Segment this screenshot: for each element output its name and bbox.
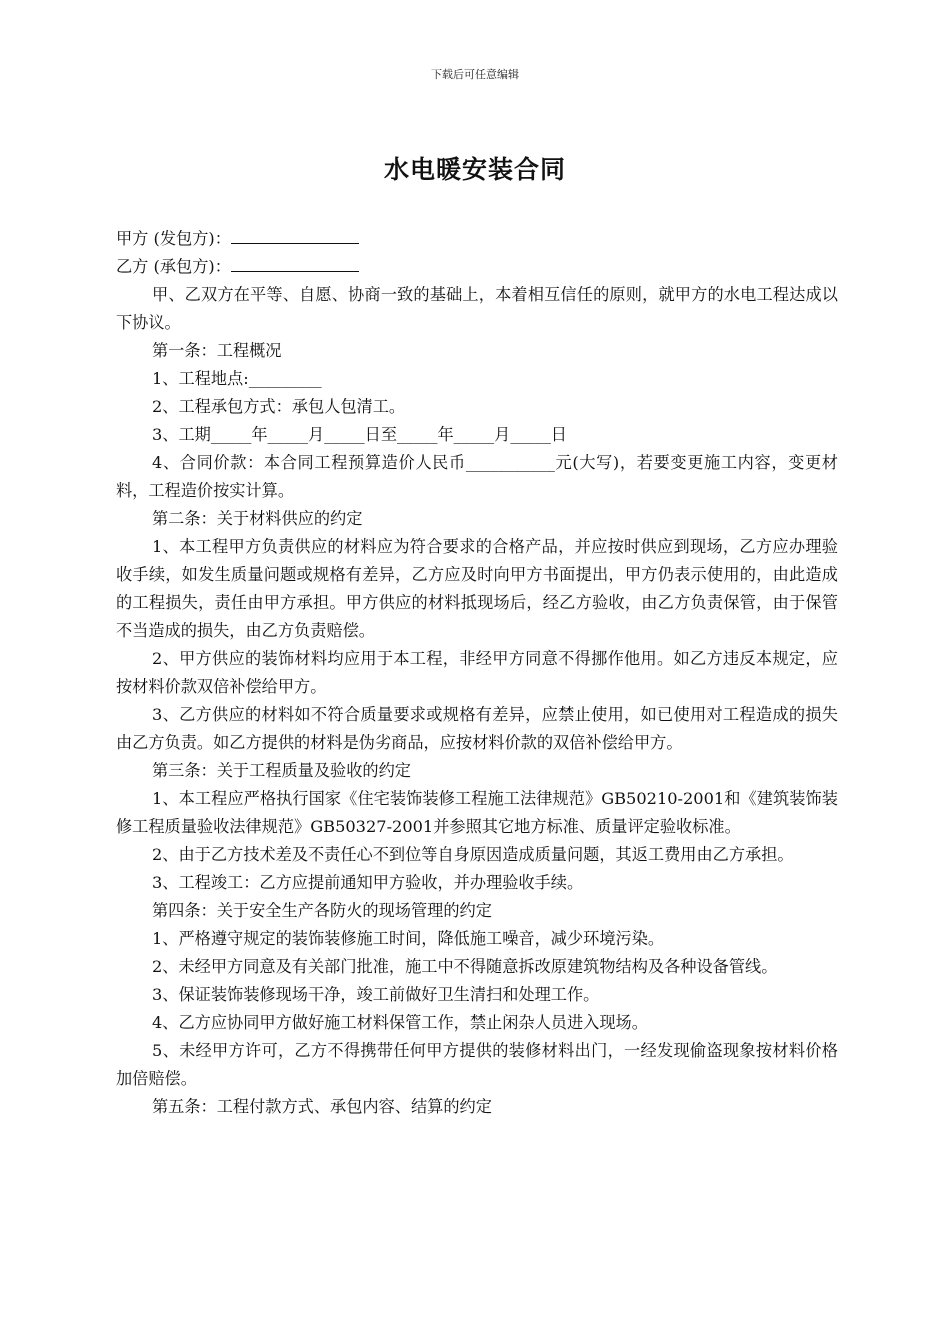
paragraph: 2、工程承包方式：承包人包清工。 <box>152 397 406 416</box>
section-heading: 第一条：工程概况 <box>152 341 282 360</box>
paragraph: 3、乙方供应的材料如不符合质量要求或规格有差异，应禁止使用，如已使用对工程造成的损失由乙方负责。如乙方提供的材料是伪劣商品，应按材料价款的双倍补偿给甲方。 <box>116 705 838 752</box>
party-a-label: 甲方 (发包方)： <box>116 229 231 248</box>
paragraph: 1、本工程应严格执行国家《住宅装饰装修工程施工法律规范》GB50210-2001和《建筑装饰装修工程质量验收法律规范》GB50327-2001并参照其它地方标准、质量评定验收标准。 <box>116 789 838 836</box>
paragraph: 1、严格遵守规定的装饰装修施工时间，降低施工噪音，减少环境污染。 <box>152 929 665 948</box>
paragraph: 3、工期_____年_____月_____日至_____年_____月_____日 <box>152 425 567 444</box>
section-heading: 第三条：关于工程质量及验收的约定 <box>152 761 411 780</box>
section-heading: 第二条：关于材料供应的约定 <box>152 509 363 528</box>
party-b-blank[interactable] <box>231 253 359 272</box>
document-body <box>116 225 838 1121</box>
party-b-label: 乙方 (承包方)： <box>116 257 231 276</box>
paragraph: 1、工程地点:_________ <box>152 369 322 388</box>
section-heading: 第五条：工程付款方式、承包内容、结算的约定 <box>152 1097 492 1116</box>
paragraph: 甲、乙双方在平等、自愿、协商一致的基础上，本着相互信任的原则，就甲方的水电工程达成以下协议。 <box>116 285 838 332</box>
paragraph: 2、由于乙方技术差及不责任心不到位等自身原因造成质量问题，其返工费用由乙方承担。 <box>152 845 794 864</box>
party-a-line <box>116 225 838 253</box>
paragraph: 5、未经甲方许可，乙方不得携带任何甲方提供的装修材料出门，一经发现偷盗现象按材料价格加倍赔偿。 <box>116 1041 838 1088</box>
document-title: 水电暖安装合同 <box>383 155 566 184</box>
paragraph: 3、保证装饰装修现场干净，竣工前做好卫生清扫和处理工作。 <box>152 985 600 1004</box>
party-b-line <box>116 253 838 281</box>
paragraph: 4、合同价款：本合同工程预算造价人民币___________元(大写)，若要变更施工内容，变更材料，工程造价按实计算。 <box>116 453 838 500</box>
party-a-blank[interactable] <box>231 225 359 244</box>
paragraph: 1、本工程甲方负责供应的材料应为符合要求的合格产品，并应按时供应到现场，乙方应办理验收手续，如发生质量问题或规格有差异，乙方应及时向甲方书面提出，甲方仍表示使用的，由此造成的工程损失，责任由甲方承担。甲方供应的材料抵现场后，经乙方验收，由乙方负责保管，由于保管不当造成的损失，由乙方负责赔偿。 <box>116 537 838 640</box>
paragraph: 2、未经甲方同意及有关部门批准，施工中不得随意拆改原建筑物结构及各种设备管线。 <box>152 957 778 976</box>
paragraph: 2、甲方供应的装饰材料均应用于本工程，非经甲方同意不得挪作他用。如乙方违反本规定，应按材料价款双倍补偿给甲方。 <box>116 649 838 696</box>
section-heading: 第四条：关于安全生产各防火的现场管理的约定 <box>152 901 492 920</box>
paragraph: 4、乙方应协同甲方做好施工材料保管工作，禁止闲杂人员进入现场。 <box>152 1013 648 1032</box>
paragraph: 3、工程竣工：乙方应提前通知甲方验收，并办理验收手续。 <box>152 873 584 892</box>
page-header: 下载后可任意编辑 <box>431 68 519 81</box>
